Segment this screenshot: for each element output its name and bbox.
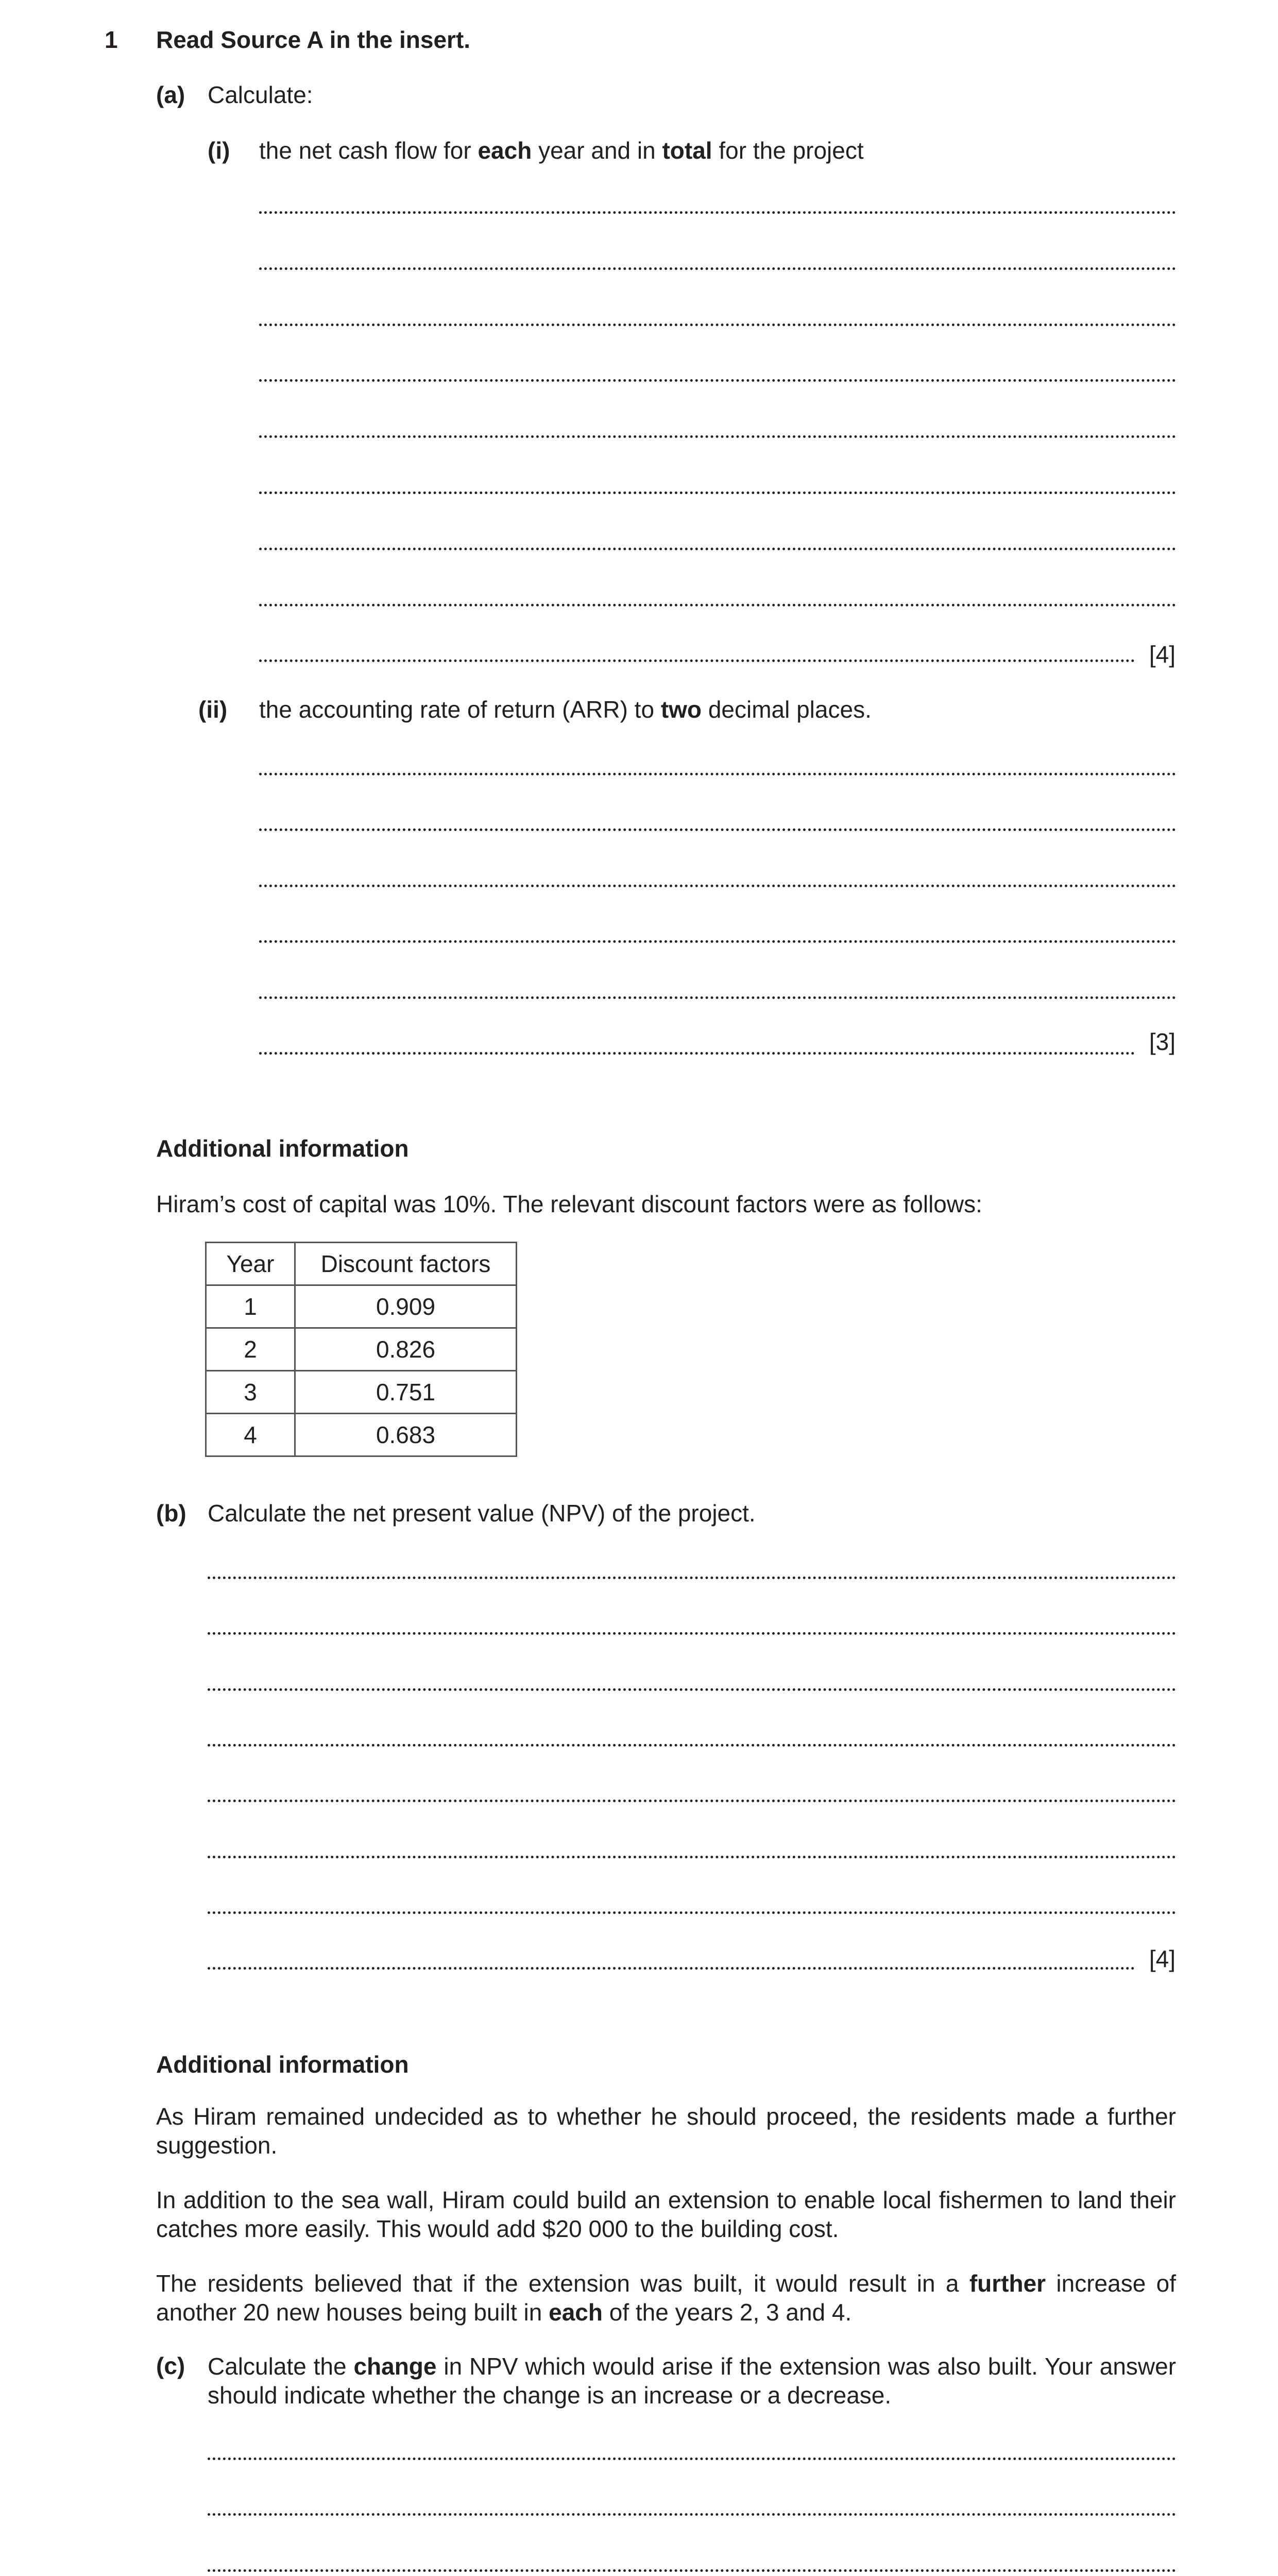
answer-line[interactable] (208, 2458, 1176, 2460)
answer-line[interactable] (208, 2513, 1176, 2516)
part-a-i-text (259, 137, 864, 164)
part-a-ii-mark: [3] (1149, 1028, 1175, 1055)
part-c-change: change (353, 2353, 437, 2380)
table-row (206, 1285, 517, 1328)
additional-info-heading-1: Additional information (156, 1135, 409, 1162)
answer-line[interactable] (259, 604, 1176, 606)
answer-line[interactable] (259, 1052, 1135, 1055)
answer-line[interactable] (259, 773, 1176, 775)
part-a-i-text-2: year and in (538, 137, 656, 164)
table-header-year: Year (206, 1243, 295, 1285)
answer-line[interactable] (208, 1744, 1176, 1747)
table-cell-factor: 0.826 (295, 1328, 517, 1371)
part-c-text-2: in NPV which would arise if the extension was also built. Your answer should indicate whether the change is an increase or a decrease. (208, 2353, 1177, 2409)
additional-info-heading-2: Additional information (156, 2051, 409, 2078)
p3-text-1: The residents believed that if the extension was built, it would result in a (156, 2270, 959, 2297)
part-a-label: (a) (156, 81, 185, 108)
answer-line[interactable] (259, 940, 1176, 943)
answer-line[interactable] (208, 1688, 1176, 1691)
additional-info-p3 (156, 2269, 1176, 2327)
answer-line[interactable] (259, 659, 1135, 662)
part-a-ii-two: two (660, 696, 702, 723)
part-c-label: (c) (156, 2352, 185, 2379)
table-row (206, 1328, 517, 1371)
answer-line[interactable] (208, 1632, 1176, 1635)
part-b-mark: [4] (1149, 1945, 1175, 1972)
table-cell-year: 1 (206, 1285, 295, 1328)
part-a-ii-text-2: decimal places. (708, 696, 872, 723)
table-cell-factor: 0.683 (295, 1414, 517, 1456)
part-a-text: Calculate: (208, 81, 313, 108)
table-cell-year: 4 (206, 1414, 295, 1456)
part-a-i-text-3: for the project (719, 137, 864, 164)
additional-info-p2: In addition to the sea wall, Hiram could build an extension to enable local fishermen to land their catches more easily. This would add $20 000 to the building cost. (156, 2187, 1176, 2242)
answer-line[interactable] (259, 379, 1176, 382)
answer-line[interactable] (259, 492, 1176, 494)
p3-further: further (969, 2270, 1046, 2297)
table-header-row (206, 1243, 517, 1285)
answer-line[interactable] (259, 548, 1176, 550)
part-a-i-label: (i) (208, 137, 230, 164)
part-a-i-text-1: the net cash flow for (259, 137, 471, 164)
table-cell-year: 2 (206, 1328, 295, 1371)
additional-info-text-1: Hiram’s cost of capital was 10%. The relevant discount factors were as follows: (156, 1191, 982, 1217)
part-a-ii-text-1: the accounting rate of return (ARR) to (259, 696, 655, 723)
answer-line[interactable] (208, 1967, 1135, 1970)
part-b-text: Calculate the net present value (NPV) of the project. (208, 1500, 756, 1527)
part-a-ii-text (259, 696, 872, 723)
answer-line[interactable] (208, 1856, 1176, 1858)
p3-text-3: of the years 2, 3 and 4. (609, 2299, 852, 2326)
discount-factors-table (205, 1242, 517, 1457)
p3-each: each (549, 2299, 603, 2326)
answer-line[interactable] (208, 1800, 1176, 1802)
answer-line[interactable] (259, 267, 1176, 270)
question-number: 1 (105, 26, 118, 53)
answer-line[interactable] (259, 828, 1176, 831)
p3-text-2: increase of another 20 new houses being built in (156, 2270, 1177, 2326)
answer-line[interactable] (259, 885, 1176, 887)
table-row (206, 1414, 517, 1456)
answer-line[interactable] (259, 996, 1176, 999)
part-c-text (208, 2352, 1176, 2410)
answer-line[interactable] (259, 435, 1176, 438)
table-row (206, 1371, 517, 1414)
answer-line[interactable] (208, 1577, 1176, 1579)
question-heading: Read Source A in the insert. (156, 26, 471, 53)
answer-line[interactable] (259, 324, 1176, 326)
part-a-i-mark: [4] (1149, 641, 1175, 668)
answer-line[interactable] (208, 2569, 1176, 2572)
answer-line[interactable] (208, 1911, 1176, 1914)
table-cell-year: 3 (206, 1371, 295, 1414)
part-a-i-total: total (662, 137, 712, 164)
table-header-discount: Discount factors (295, 1243, 517, 1285)
table-cell-factor: 0.751 (295, 1371, 517, 1414)
table-cell-factor: 0.909 (295, 1285, 517, 1328)
additional-info-p1: As Hiram remained undecided as to whether he should proceed, the residents made a further suggestion. (156, 2103, 1176, 2159)
answer-line[interactable] (259, 211, 1176, 214)
part-b-label: (b) (156, 1500, 186, 1527)
part-a-ii-label: (ii) (198, 696, 228, 723)
part-c-text-1: Calculate the (208, 2353, 347, 2380)
part-a-i-each: each (478, 137, 532, 164)
